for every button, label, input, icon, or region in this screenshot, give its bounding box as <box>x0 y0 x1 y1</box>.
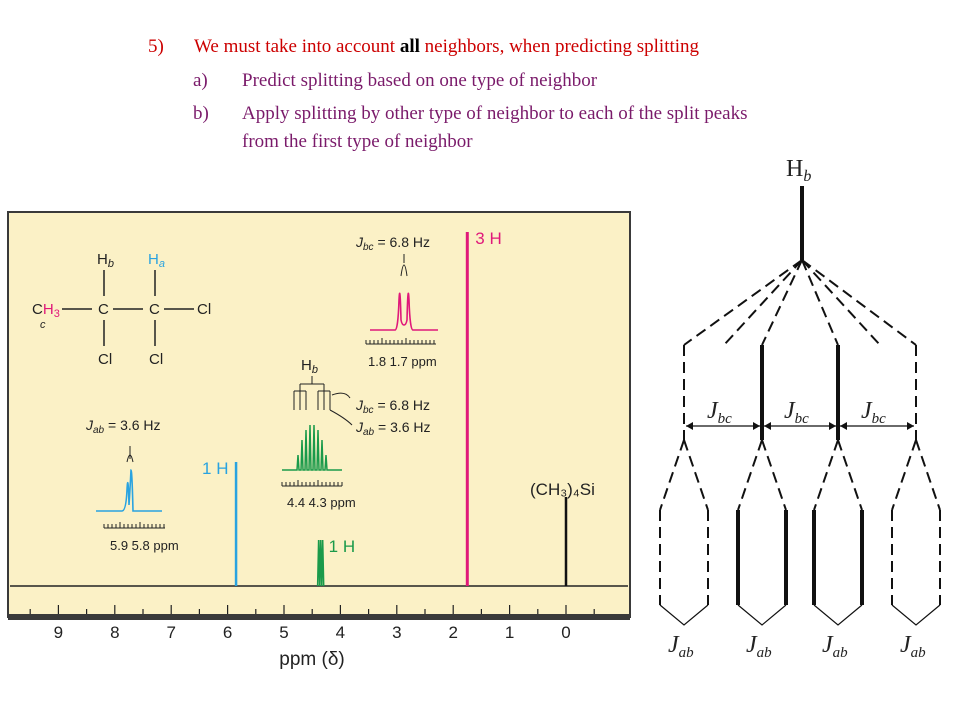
molecule-label-ha: $H_a$ <box>148 251 165 270</box>
tree-branch-second <box>738 440 762 510</box>
tree-branch-second <box>660 440 684 510</box>
tree-top-label: $H_b$ <box>786 156 812 185</box>
peak-label: (CH₃)₄Si <box>530 480 595 499</box>
bullet-text-bold: all <box>399 36 420 57</box>
x-axis-tick-label: 5 <box>279 623 289 642</box>
tree-jbc-subscript: bc <box>794 411 809 427</box>
x-axis-tick-label: 4 <box>335 623 346 642</box>
bullet-marker-b: b) <box>193 103 209 124</box>
tree-branch-inner <box>724 260 802 345</box>
inset-hb-j1: $J_{bc} = 6.8$ Hz <box>356 397 430 416</box>
tree-branch-second <box>892 440 916 510</box>
bullet-number: 5) <box>148 36 164 57</box>
x-axis-tick-label: 6 <box>222 623 233 642</box>
x-axis-tick-label: 1 <box>504 623 515 642</box>
tree-jbc-label: $J_{bc}$ <box>784 398 809 427</box>
tree-jab-subscript: ab <box>756 645 772 661</box>
x-axis-tick-label: 9 <box>53 623 64 642</box>
x-axis-tick-label: 8 <box>110 623 120 642</box>
tree-branch-second <box>838 440 862 510</box>
x-axis-tick-label: 2 <box>448 623 458 642</box>
tree-jbc-subscript: bc <box>717 411 732 427</box>
peak-label: 1 H <box>202 459 229 478</box>
tree-branches <box>660 260 940 625</box>
tree-jbc-subscript: bc <box>871 411 886 427</box>
tree-jab-subscript: ab <box>910 645 926 661</box>
bullet-text-b: Apply splitting by other type of neighbor to each of the split peaks <box>242 103 748 124</box>
inset-hb-scale-label: 4.4 4.3 ppm <box>287 495 356 510</box>
x-axis-tick-label: 0 <box>561 623 571 642</box>
tree-jbc-label: $J_{bc}$ <box>707 398 732 427</box>
molecule-label-hb: $H_b$ <box>97 251 114 270</box>
bullet-text-a: Predict splitting based on one type of neighbor <box>242 70 598 91</box>
x-axis-tick-label: 3 <box>392 623 402 642</box>
tree-jab-subscript: ab <box>832 645 848 661</box>
inset-hb-label: $H_b$ <box>301 357 318 376</box>
tree-branch-second <box>762 440 786 510</box>
peak-label: 1 H <box>328 537 356 556</box>
tree-branch-second <box>814 440 838 510</box>
molecule-label-ch3: $CH_3$ <box>32 301 60 320</box>
inset-ha-scale-label: 5.9 5.8 ppm <box>110 538 179 553</box>
inset-hb-j2: $J_{ab} = 3.6$ Hz <box>356 419 431 438</box>
inset-ha-coupling: $J_{ab} = 3.6$ Hz <box>86 417 161 436</box>
tree-jab-bracket <box>660 605 708 625</box>
molecule-cl-right: Cl <box>197 301 212 318</box>
tree-jab-bracket <box>738 605 786 625</box>
molecule-carbon-1: C <box>98 301 109 318</box>
tree-jab-label: $J_{ab}$ <box>822 632 848 661</box>
tree-branch-second <box>916 440 940 510</box>
molecule-carbon-2: C <box>149 301 160 318</box>
tree-branch-first <box>762 260 802 345</box>
tree-jab-label: $J_{ab}$ <box>746 632 772 661</box>
bullet-marker-a: a) <box>193 70 208 91</box>
inset-hc-coupling: $J_{bc} = 6.8$ Hz <box>356 234 430 253</box>
tree-jab-label: $J_{ab}$ <box>900 632 926 661</box>
bullet-text-b-continuation: from the first type of neighbor <box>242 131 473 152</box>
x-axis-tick-label: 7 <box>166 623 176 642</box>
tree-branch-second <box>684 440 708 510</box>
tree-jbc-label: $J_{bc}$ <box>861 398 886 427</box>
tree-branch-first <box>802 260 916 345</box>
tree-jab-label: $J_{ab}$ <box>668 632 694 661</box>
x-axis-label: ppm (δ) <box>279 649 345 670</box>
molecule-cl-bottom-1: Cl <box>98 351 113 368</box>
molecule-cl-bottom-2: Cl <box>149 351 164 368</box>
tree-branch-inner <box>802 260 880 345</box>
bullet-text-part2: neighbors, when predicting splitting <box>419 36 700 57</box>
tree-jab-subscript: ab <box>678 645 694 661</box>
molecule-subscript-c: c <box>40 319 46 331</box>
tree-labels <box>668 398 926 661</box>
bullet-text-part1: We must take into account <box>194 36 400 57</box>
peak-label: 3 H <box>475 229 502 248</box>
tree-jab-bracket <box>892 605 940 625</box>
inset-hc-scale-label: 1.8 1.7 ppm <box>368 354 437 369</box>
tree-branch-first <box>684 260 802 345</box>
tree-jab-bracket <box>814 605 862 625</box>
